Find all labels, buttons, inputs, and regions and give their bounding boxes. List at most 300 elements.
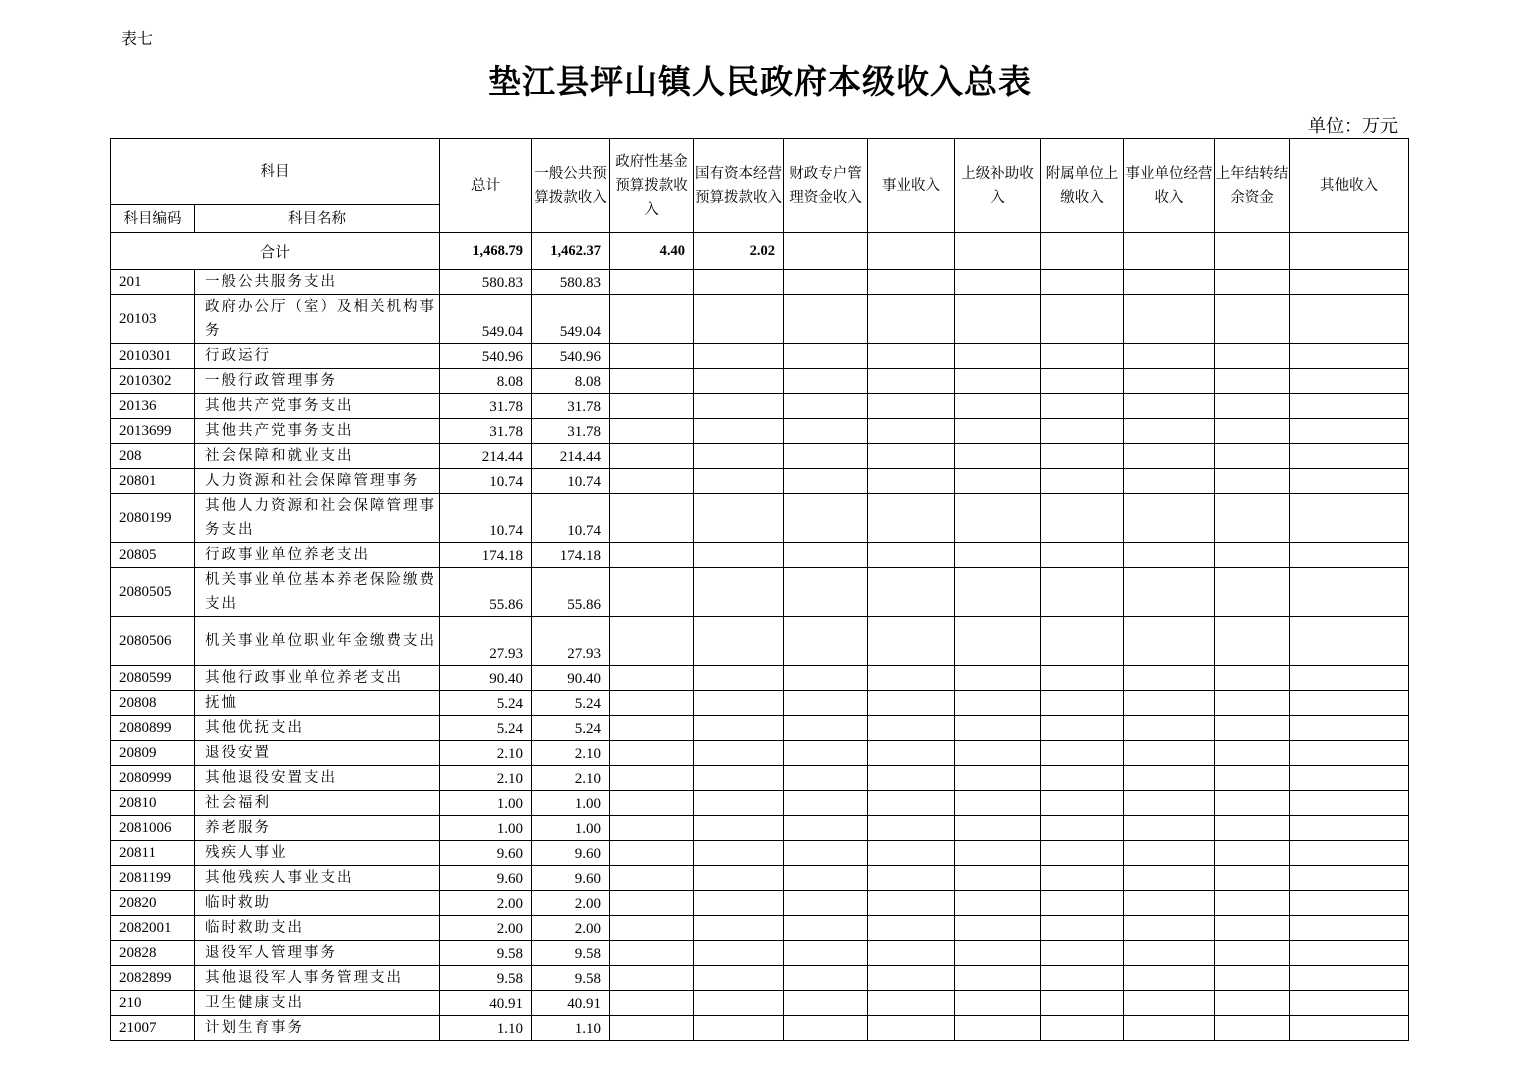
empty-cell	[1290, 691, 1409, 716]
subject-code-cell: 20820	[111, 891, 195, 916]
empty-cell	[1041, 716, 1124, 741]
empty-cell	[1124, 469, 1215, 494]
total-cell: 1.00	[440, 816, 532, 841]
empty-cell	[955, 469, 1041, 494]
empty-cell	[1041, 816, 1124, 841]
empty-cell	[1215, 270, 1290, 295]
empty-cell	[1290, 344, 1409, 369]
subject-code-cell: 2010302	[111, 369, 195, 394]
empty-cell	[694, 841, 784, 866]
subject-name-cell: 一般公共服务支出	[195, 270, 440, 295]
empty-cell	[694, 394, 784, 419]
empty-cell	[868, 716, 955, 741]
subject-name-cell: 其他退役安置支出	[195, 766, 440, 791]
empty-cell	[784, 916, 868, 941]
empty-cell	[694, 369, 784, 394]
header-state-capital: 国有资本经营预算拨款收入	[694, 139, 784, 233]
empty-cell	[1041, 866, 1124, 891]
page-title: 垫江县坪山镇人民政府本级收入总表	[488, 62, 1032, 101]
empty-cell	[868, 816, 955, 841]
general-budget-cell: 540.96	[532, 344, 610, 369]
empty-cell	[784, 666, 868, 691]
empty-cell	[868, 233, 955, 270]
general-budget-cell: 9.58	[532, 966, 610, 991]
empty-cell	[1290, 941, 1409, 966]
empty-cell	[1215, 666, 1290, 691]
subject-code-cell: 20809	[111, 741, 195, 766]
empty-cell	[1290, 295, 1409, 344]
empty-cell	[694, 816, 784, 841]
table-row	[111, 617, 1409, 666]
total-cell: 2.10	[440, 741, 532, 766]
empty-cell	[610, 916, 694, 941]
empty-cell	[694, 866, 784, 891]
empty-cell	[1041, 891, 1124, 916]
empty-cell	[1124, 866, 1215, 891]
empty-cell	[1215, 444, 1290, 469]
subject-code-cell: 2082001	[111, 916, 195, 941]
empty-cell	[610, 419, 694, 444]
empty-cell	[868, 991, 955, 1016]
empty-cell	[1290, 841, 1409, 866]
empty-cell	[1041, 916, 1124, 941]
empty-cell	[1124, 344, 1215, 369]
empty-cell	[1041, 394, 1124, 419]
empty-cell	[610, 568, 694, 617]
table-row	[111, 841, 1409, 866]
total-label: 合计	[111, 233, 440, 270]
header-total: 总计	[440, 139, 532, 233]
empty-cell	[868, 394, 955, 419]
empty-cell	[1215, 469, 1290, 494]
total-total: 1,468.79	[440, 233, 532, 270]
table-row	[111, 543, 1409, 568]
empty-cell	[784, 469, 868, 494]
empty-cell	[1124, 494, 1215, 543]
header-general-budget: 一般公共预算拨款收入	[532, 139, 610, 233]
subject-name-cell: 社会保障和就业支出	[195, 444, 440, 469]
total-cell: 9.58	[440, 941, 532, 966]
subject-name-cell: 残疾人事业	[195, 841, 440, 866]
subject-name-cell: 临时救助支出	[195, 916, 440, 941]
total-cell: 2.00	[440, 916, 532, 941]
empty-cell	[1124, 766, 1215, 791]
total-cell: 55.86	[440, 568, 532, 617]
empty-cell	[868, 916, 955, 941]
general-budget-cell: 9.58	[532, 941, 610, 966]
empty-cell	[868, 666, 955, 691]
empty-cell	[784, 766, 868, 791]
empty-cell	[1124, 841, 1215, 866]
total-gov-fund: 4.40	[610, 233, 694, 270]
empty-cell	[868, 941, 955, 966]
empty-cell	[1041, 966, 1124, 991]
empty-cell	[610, 369, 694, 394]
table-row	[111, 916, 1409, 941]
subject-name-cell: 退役安置	[195, 741, 440, 766]
header-code: 科目编码	[111, 205, 195, 233]
empty-cell	[955, 295, 1041, 344]
empty-cell	[784, 494, 868, 543]
general-budget-cell: 2.00	[532, 916, 610, 941]
empty-cell	[1290, 966, 1409, 991]
empty-cell	[610, 866, 694, 891]
empty-cell	[868, 891, 955, 916]
subject-code-cell: 2013699	[111, 419, 195, 444]
subject-name-cell: 其他退役军人事务管理支出	[195, 966, 440, 991]
empty-cell	[694, 666, 784, 691]
empty-cell	[784, 866, 868, 891]
general-budget-cell: 55.86	[532, 568, 610, 617]
subject-name-cell: 其他残疾人事业支出	[195, 866, 440, 891]
empty-cell	[694, 916, 784, 941]
empty-cell	[1041, 666, 1124, 691]
table-row	[111, 741, 1409, 766]
empty-cell	[1290, 469, 1409, 494]
empty-cell	[1124, 691, 1215, 716]
general-budget-cell: 10.74	[532, 469, 610, 494]
empty-cell	[1290, 916, 1409, 941]
empty-cell	[955, 270, 1041, 295]
subject-code-cell: 2080599	[111, 666, 195, 691]
empty-cell	[1124, 991, 1215, 1016]
empty-cell	[1215, 741, 1290, 766]
empty-cell	[1124, 1016, 1215, 1041]
empty-cell	[610, 666, 694, 691]
empty-cell	[1041, 270, 1124, 295]
table-row	[111, 444, 1409, 469]
subject-code-cell: 2080506	[111, 617, 195, 666]
header-business-ops: 事业单位经营收入	[1124, 139, 1215, 233]
header-gov-fund: 政府性基金预算拨款收入	[610, 139, 694, 233]
empty-cell	[1041, 568, 1124, 617]
empty-cell	[1215, 543, 1290, 568]
header-business-income: 事业收入	[868, 139, 955, 233]
subject-name-cell: 人力资源和社会保障管理事务	[195, 469, 440, 494]
subject-name-cell: 抚恤	[195, 691, 440, 716]
empty-cell	[1124, 419, 1215, 444]
total-cell: 1.00	[440, 791, 532, 816]
general-budget-cell: 31.78	[532, 419, 610, 444]
table-row	[111, 816, 1409, 841]
total-state-capital: 2.02	[694, 233, 784, 270]
total-cell: 580.83	[440, 270, 532, 295]
general-budget-cell: 9.60	[532, 841, 610, 866]
empty-cell	[1290, 741, 1409, 766]
empty-cell	[955, 691, 1041, 716]
table-row	[111, 469, 1409, 494]
empty-cell	[1041, 233, 1124, 270]
empty-cell	[694, 444, 784, 469]
empty-cell	[1041, 469, 1124, 494]
total-cell: 9.60	[440, 866, 532, 891]
empty-cell	[784, 966, 868, 991]
empty-cell	[1124, 444, 1215, 469]
empty-cell	[1041, 444, 1124, 469]
empty-cell	[694, 494, 784, 543]
empty-cell	[610, 691, 694, 716]
empty-cell	[1215, 691, 1290, 716]
empty-cell	[1290, 543, 1409, 568]
empty-cell	[1124, 791, 1215, 816]
empty-cell	[1215, 791, 1290, 816]
empty-cell	[1215, 344, 1290, 369]
empty-cell	[694, 941, 784, 966]
empty-cell	[1124, 916, 1215, 941]
empty-cell	[784, 816, 868, 841]
empty-cell	[1041, 419, 1124, 444]
empty-cell	[784, 741, 868, 766]
empty-cell	[868, 295, 955, 344]
empty-cell	[1041, 791, 1124, 816]
subject-code-cell: 201	[111, 270, 195, 295]
empty-cell	[784, 716, 868, 741]
income-summary-table	[110, 138, 1409, 1041]
subject-name-cell: 养老服务	[195, 816, 440, 841]
empty-cell	[1124, 741, 1215, 766]
empty-cell	[610, 966, 694, 991]
empty-cell	[955, 991, 1041, 1016]
general-budget-cell: 10.74	[532, 494, 610, 543]
empty-cell	[868, 766, 955, 791]
table-row	[111, 344, 1409, 369]
subject-code-cell: 2081199	[111, 866, 195, 891]
subject-code-cell: 20811	[111, 841, 195, 866]
table-row	[111, 891, 1409, 916]
empty-cell	[784, 270, 868, 295]
empty-cell	[784, 444, 868, 469]
empty-cell	[868, 444, 955, 469]
general-budget-cell: 8.08	[532, 369, 610, 394]
subject-code-cell: 2080199	[111, 494, 195, 543]
subject-name-cell: 其他共产党事务支出	[195, 419, 440, 444]
total-cell: 10.74	[440, 494, 532, 543]
empty-cell	[868, 791, 955, 816]
table-row	[111, 691, 1409, 716]
total-cell: 27.93	[440, 617, 532, 666]
empty-cell	[955, 568, 1041, 617]
empty-cell	[1041, 617, 1124, 666]
subject-name-cell: 临时救助	[195, 891, 440, 916]
table-row	[111, 791, 1409, 816]
general-budget-cell: 1.00	[532, 816, 610, 841]
empty-cell	[694, 766, 784, 791]
empty-cell	[1124, 891, 1215, 916]
general-budget-cell: 174.18	[532, 543, 610, 568]
empty-cell	[868, 494, 955, 543]
empty-cell	[1041, 766, 1124, 791]
empty-cell	[1215, 716, 1290, 741]
empty-cell	[1124, 666, 1215, 691]
empty-cell	[1124, 941, 1215, 966]
empty-cell	[694, 568, 784, 617]
empty-cell	[1041, 494, 1124, 543]
subject-code-cell: 20810	[111, 791, 195, 816]
subject-name-cell: 其他共产党事务支出	[195, 394, 440, 419]
empty-cell	[868, 568, 955, 617]
empty-cell	[1290, 816, 1409, 841]
total-cell: 31.78	[440, 394, 532, 419]
empty-cell	[610, 741, 694, 766]
subject-code-cell: 2082899	[111, 966, 195, 991]
subject-name-cell: 行政事业单位养老支出	[195, 543, 440, 568]
empty-cell	[784, 543, 868, 568]
empty-cell	[868, 841, 955, 866]
total-cell: 5.24	[440, 691, 532, 716]
empty-cell	[955, 716, 1041, 741]
general-budget-cell: 2.10	[532, 766, 610, 791]
empty-cell	[1124, 543, 1215, 568]
empty-cell	[694, 741, 784, 766]
empty-cell	[955, 419, 1041, 444]
empty-cell	[1290, 617, 1409, 666]
subject-code-cell: 2080999	[111, 766, 195, 791]
subject-code-cell: 20828	[111, 941, 195, 966]
empty-cell	[955, 766, 1041, 791]
empty-cell	[1290, 666, 1409, 691]
subject-name-cell: 计划生育事务	[195, 1016, 440, 1041]
table-row	[111, 295, 1409, 344]
subject-code-cell: 210	[111, 991, 195, 1016]
empty-cell	[1041, 741, 1124, 766]
empty-cell	[1215, 369, 1290, 394]
table-row	[111, 941, 1409, 966]
empty-cell	[1215, 841, 1290, 866]
empty-cell	[1215, 233, 1290, 270]
empty-cell	[784, 295, 868, 344]
empty-cell	[1215, 966, 1290, 991]
empty-cell	[1215, 419, 1290, 444]
table-row	[111, 866, 1409, 891]
empty-cell	[1215, 891, 1290, 916]
subject-code-cell: 20805	[111, 543, 195, 568]
empty-cell	[610, 617, 694, 666]
empty-cell	[610, 841, 694, 866]
empty-cell	[1215, 991, 1290, 1016]
subject-name-cell: 其他优抚支出	[195, 716, 440, 741]
empty-cell	[1124, 568, 1215, 617]
general-budget-cell: 31.78	[532, 394, 610, 419]
empty-cell	[1290, 766, 1409, 791]
total-cell: 9.60	[440, 841, 532, 866]
subject-name-cell: 其他行政事业单位养老支出	[195, 666, 440, 691]
empty-cell	[1124, 716, 1215, 741]
table-row	[111, 494, 1409, 543]
empty-cell	[955, 344, 1041, 369]
general-budget-cell: 2.10	[532, 741, 610, 766]
subject-code-cell: 20136	[111, 394, 195, 419]
general-budget-cell: 5.24	[532, 691, 610, 716]
empty-cell	[694, 891, 784, 916]
empty-cell	[1124, 295, 1215, 344]
empty-cell	[1041, 1016, 1124, 1041]
general-budget-cell: 1.10	[532, 1016, 610, 1041]
subject-name-cell: 退役军人管理事务	[195, 941, 440, 966]
empty-cell	[955, 841, 1041, 866]
table-row	[111, 568, 1409, 617]
empty-cell	[1041, 543, 1124, 568]
total-cell: 40.91	[440, 991, 532, 1016]
empty-cell	[1041, 691, 1124, 716]
empty-cell	[1124, 233, 1215, 270]
empty-cell	[955, 666, 1041, 691]
empty-cell	[694, 966, 784, 991]
empty-cell	[610, 991, 694, 1016]
subject-code-cell: 20801	[111, 469, 195, 494]
table-row	[111, 369, 1409, 394]
total-cell: 2.00	[440, 891, 532, 916]
subject-name-cell: 社会福利	[195, 791, 440, 816]
total-cell: 9.58	[440, 966, 532, 991]
general-budget-cell: 9.60	[532, 866, 610, 891]
subject-name-cell: 行政运行	[195, 344, 440, 369]
empty-cell	[784, 841, 868, 866]
subject-name-cell: 卫生健康支出	[195, 991, 440, 1016]
empty-cell	[955, 444, 1041, 469]
empty-cell	[868, 741, 955, 766]
table-row	[111, 419, 1409, 444]
empty-cell	[1290, 394, 1409, 419]
empty-cell	[1290, 419, 1409, 444]
subject-code-cell: 208	[111, 444, 195, 469]
empty-cell	[610, 941, 694, 966]
empty-cell	[784, 568, 868, 617]
empty-cell	[610, 1016, 694, 1041]
empty-cell	[610, 270, 694, 295]
subject-name-cell: 机关事业单位基本养老保险缴费支出	[195, 568, 440, 617]
total-cell: 2.10	[440, 766, 532, 791]
empty-cell	[784, 1016, 868, 1041]
total-cell: 540.96	[440, 344, 532, 369]
empty-cell	[1041, 991, 1124, 1016]
empty-cell	[694, 991, 784, 1016]
empty-cell	[1215, 766, 1290, 791]
empty-cell	[784, 617, 868, 666]
empty-cell	[784, 394, 868, 419]
empty-cell	[1290, 1016, 1409, 1041]
empty-cell	[955, 791, 1041, 816]
empty-cell	[1041, 841, 1124, 866]
empty-cell	[868, 270, 955, 295]
subject-code-cell: 2080505	[111, 568, 195, 617]
general-budget-cell: 40.91	[532, 991, 610, 1016]
table-row	[111, 766, 1409, 791]
header-carryover: 上年结转结余资金	[1215, 139, 1290, 233]
empty-cell	[610, 444, 694, 469]
total-cell: 31.78	[440, 419, 532, 444]
total-cell: 8.08	[440, 369, 532, 394]
empty-cell	[1290, 891, 1409, 916]
empty-cell	[868, 369, 955, 394]
empty-cell	[1124, 816, 1215, 841]
header-subject: 科目	[111, 139, 440, 205]
table-row	[111, 666, 1409, 691]
empty-cell	[1215, 394, 1290, 419]
empty-cell	[1215, 295, 1290, 344]
subject-code-cell: 2080899	[111, 716, 195, 741]
empty-cell	[784, 344, 868, 369]
empty-cell	[955, 617, 1041, 666]
empty-cell	[1290, 369, 1409, 394]
subject-code-cell: 20103	[111, 295, 195, 344]
general-budget-cell: 27.93	[532, 617, 610, 666]
empty-cell	[610, 716, 694, 741]
empty-cell	[1124, 617, 1215, 666]
total-cell: 1.10	[440, 1016, 532, 1041]
unit-label: 单位：万元	[1308, 116, 1398, 137]
empty-cell	[694, 419, 784, 444]
empty-cell	[1215, 494, 1290, 543]
